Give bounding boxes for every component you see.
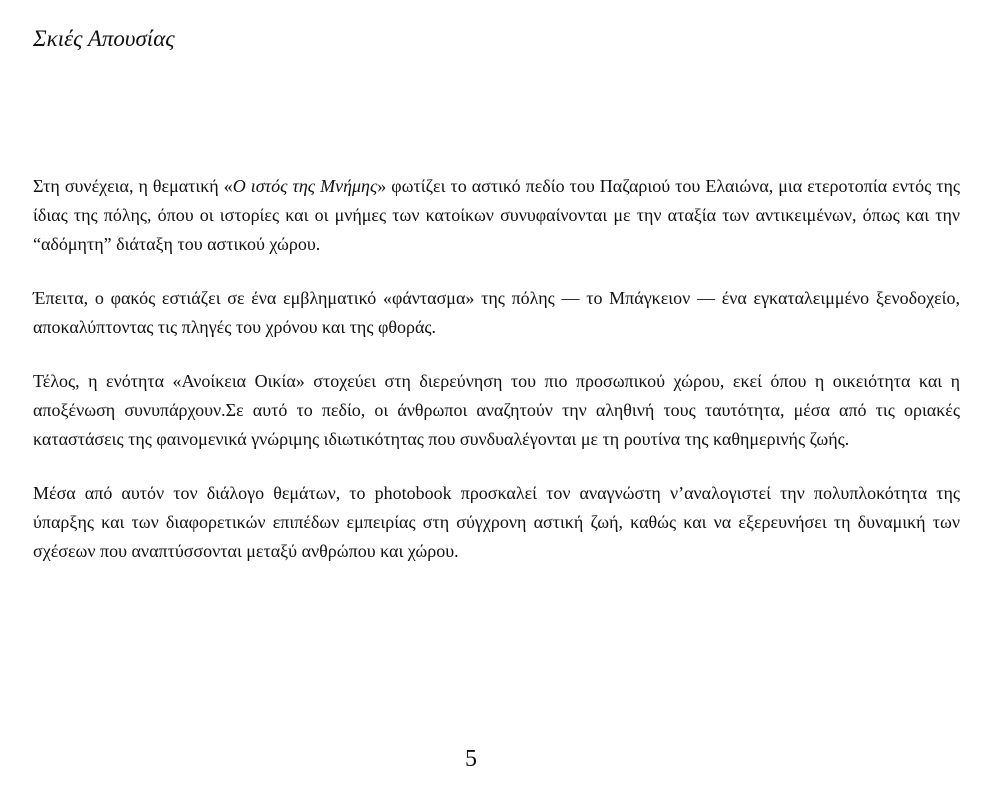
paragraph-bageion: Έπειτα, ο φακός εστιάζει σε ένα εμβληματικό «φάντασμα» της πόλης — το Μπάγκειον — ένα εγκαταλειμμένο ξενοδοχείο, αποκαλύπτοντας τις πληγές του χρόνου και της φθοράς.: [33, 288, 960, 337]
running-title: Σκιές Απουσίας: [33, 26, 175, 51]
paragraph-dialogue: Μέσα από αυτόν τον διάλογο θεμάτων, το photobook προσκαλεί τον αναγνώστη ν’αναλογιστεί την πολυπλοκότητα της ύπαρξης και των διαφορετικών επιπέδων εμπειρίας στη σύγχρονη αστική ζωή, καθώς και να εξερευνήσει τη δυναμική των σχέσεων που αναπτύσσονται μεταξύ ανθρώπου και χώρου.: [33, 483, 960, 561]
paragraph-anoikeia-oikia: Τέλος, η ενότητα «Ανοίκεια Οικία» στοχεύει στη διερεύνηση του πιο προσωπικού χώρου, εκεί όπου η οικειότητα και η αποξένωση συνυπάρχουν.Σε αυτό το πεδίο, οι άνθρωποι αναζητούν την αληθινή τους ταυτότητα, μέσα από τις οριακές καταστάσεις της φαινομενικά γνώριμης ιδιωτικότητας που συνδυαλέγονται με τη ρουτίνα της καθημερινής ζωής.: [33, 371, 960, 449]
page-number: 5: [465, 746, 477, 772]
paragraph-elaionas: [33, 172, 960, 259]
body-text: [33, 172, 960, 591]
paragraph-text: Στη συνέχεια, η θεματική «: [33, 176, 233, 196]
theme-title-emphasis: Ο ιστός της Μνήμης: [232, 176, 378, 196]
paragraph-text: » φωτίζει το αστικό πεδίο του Παζαριού του Ελαιώνα, μια ετεροτοπία εντός της ίδιας της πόλης, όπου οι ιστορίες και οι μνήμες των κατοίκων συνυφαίνονται με την αταξία των αντικειμένων, όπως και την “αδόμητη” διάταξη του αστικού χώρου.: [33, 176, 960, 254]
